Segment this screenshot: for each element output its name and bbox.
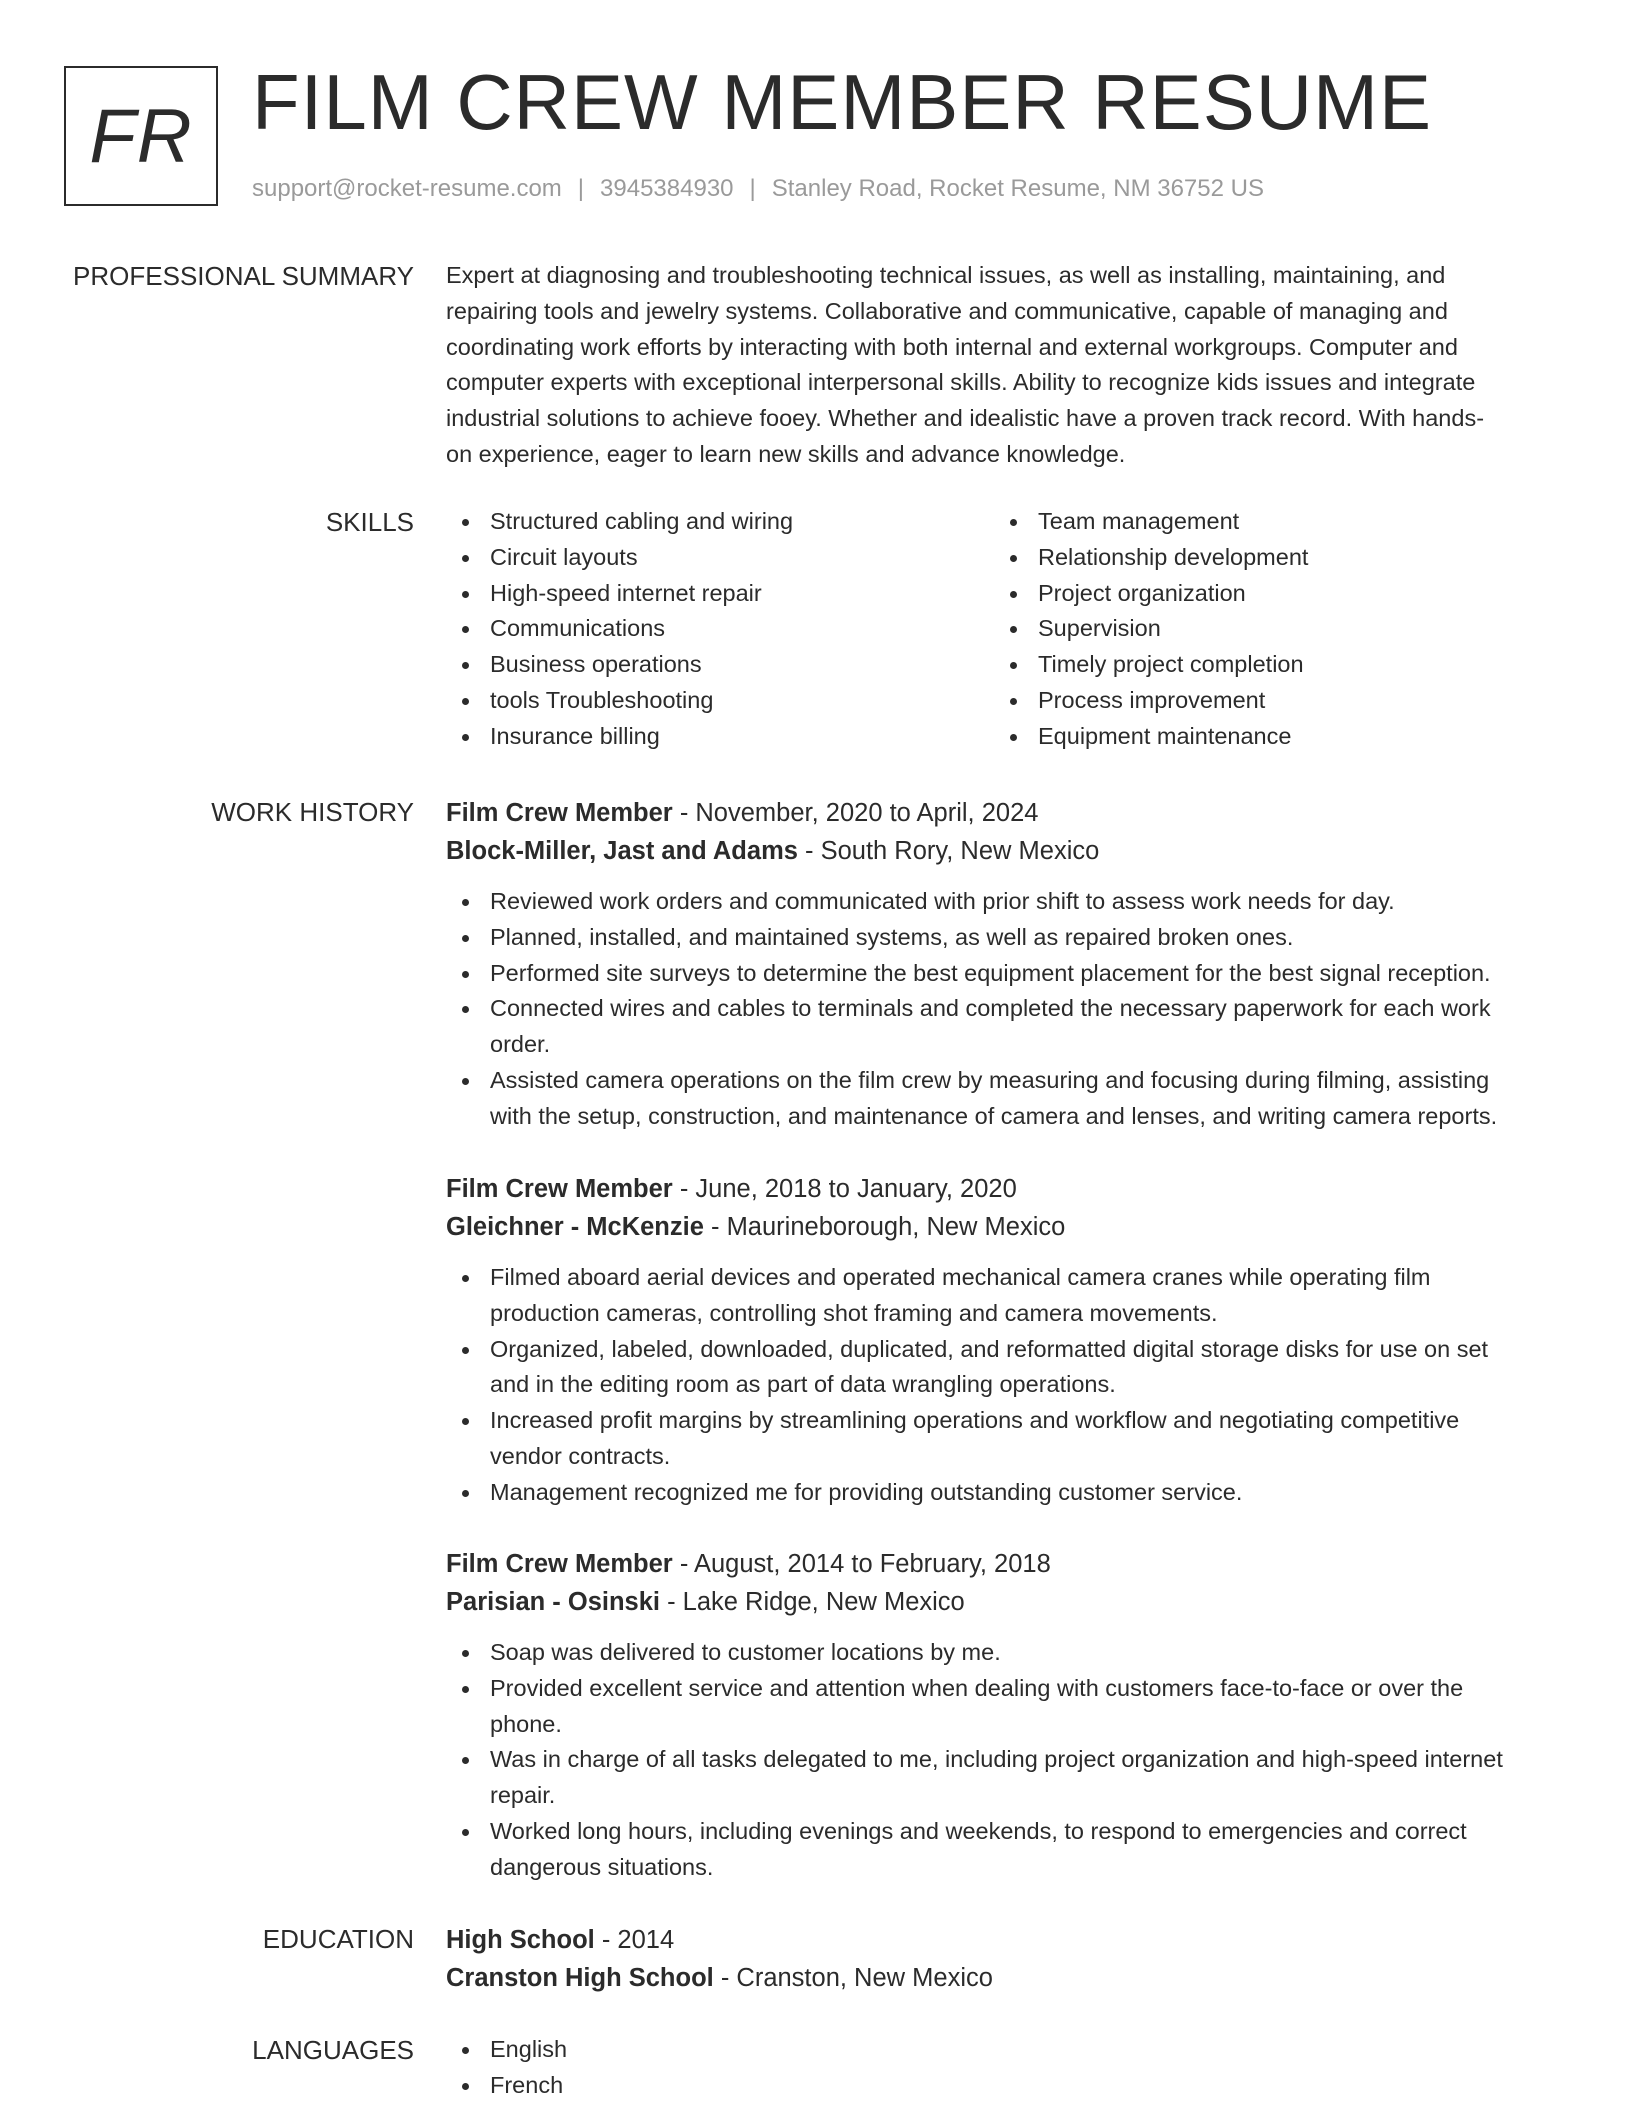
bullet-line: Increased profit margins by streamlining operations and workflow and negotiating competitive xyxy=(490,1407,1460,1434)
job-location: - Lake Ridge, New Mexico xyxy=(660,1588,965,1616)
job-dates: - August, 2014 to February, 2018 xyxy=(672,1550,1051,1578)
skill-item: Equipment maintenance xyxy=(994,719,1542,755)
section-label-education: EDUCATION xyxy=(262,1924,414,1954)
job-bullet xyxy=(446,920,1576,956)
skills-list xyxy=(446,504,1576,755)
skill-item: Structured cabling and wiring xyxy=(446,504,994,540)
job-company-line xyxy=(446,832,1576,870)
job-entry xyxy=(446,1170,1576,1511)
job-bullet xyxy=(446,1742,1576,1814)
bullet-line: Planned, installed, and maintained systems, as well as repaired broken ones. xyxy=(490,923,1294,950)
degree: High School xyxy=(446,1926,595,1954)
degree-year: - 2014 xyxy=(594,1926,675,1954)
job-location: - South Rory, New Mexico xyxy=(797,837,1100,865)
job-bullets xyxy=(446,1260,1576,1511)
summary-text xyxy=(446,258,1576,473)
section-label-summary: PROFESSIONAL SUMMARY xyxy=(73,261,414,291)
bullet-line: Provided excellent service and attention when dealing with customers face-to-face or over the xyxy=(490,1674,1464,1701)
job-dates: - November, 2020 to April, 2024 xyxy=(672,799,1039,827)
job-location: - Maurineborough, New Mexico xyxy=(703,1213,1066,1241)
contact-address: Stanley Road, Rocket Resume, NM 36752 US xyxy=(771,175,1264,202)
skill-item: Insurance billing xyxy=(446,719,994,755)
bullet-line: Filmed aboard aerial devices and operated mechanical camera cranes while operating film xyxy=(490,1264,1431,1290)
job-bullet xyxy=(446,1332,1576,1404)
summary-line: coordinating work efforts by interacting with both internal and external workgroups. Computer and xyxy=(446,333,1458,360)
bullet-line: Performed site surveys to determine the best equipment placement for the best signal reception. xyxy=(490,959,1491,986)
section-label-work-history: WORK HISTORY xyxy=(211,797,414,827)
skill-item: Relationship development xyxy=(994,540,1542,576)
job-bullet xyxy=(446,1260,1576,1332)
job-title-line xyxy=(446,794,1576,832)
job-company: Block-Miller, Jast and Adams xyxy=(446,837,798,865)
skill-item: Timely project completion xyxy=(994,647,1542,683)
job-bullets xyxy=(446,1635,1576,1886)
summary-line: on experience, eager to learn new skills and advance knowledge. xyxy=(446,440,1126,467)
skill-item: Supervision xyxy=(994,611,1542,647)
job-title: Film Crew Member xyxy=(446,1550,673,1578)
job-bullets xyxy=(446,884,1576,1135)
language-item: French xyxy=(446,2068,1576,2104)
job-entry xyxy=(446,794,1576,1135)
summary-line: industrial solutions to achieve fooey. Whether and idealistic have a proven track record. With hands- xyxy=(446,405,1485,432)
job-title-line xyxy=(446,1545,1576,1583)
bullet-line: repair. xyxy=(490,1782,556,1809)
languages-list xyxy=(446,2032,1576,2104)
summary-line: repairing tools and jewelry systems. Collaborative and communicative, capable of managing and xyxy=(446,297,1448,324)
contact-separator: | xyxy=(749,175,756,202)
job-bullet xyxy=(446,1814,1576,1886)
skill-item: High-speed internet repair xyxy=(446,576,994,612)
job-title: Film Crew Member xyxy=(446,1175,673,1203)
job-bullet xyxy=(446,1063,1576,1135)
skill-item: Team management xyxy=(994,504,1542,540)
school-line xyxy=(446,1959,1576,1997)
bullet-line: Management recognized me for providing outstanding customer service. xyxy=(490,1478,1243,1505)
bullet-line: dangerous situations. xyxy=(490,1853,714,1880)
job-title-line xyxy=(446,1170,1576,1208)
bullet-line: vendor contracts. xyxy=(490,1442,671,1469)
job-bullet xyxy=(446,1475,1576,1511)
skill-item: Communications xyxy=(446,611,994,647)
bullet-line: Connected wires and cables to terminals and completed the necessary paperwork for each work xyxy=(490,995,1491,1022)
skills-column-right xyxy=(994,504,1542,755)
summary-line: Expert at diagnosing and troubleshooting technical issues, as well as installing, maintaining, and xyxy=(446,262,1446,288)
education-entry xyxy=(446,1921,1576,1997)
job-company: Parisian - Osinski xyxy=(446,1588,661,1616)
school-location: - Cranston, New Mexico xyxy=(713,1964,993,1992)
job-company: Gleichner - McKenzie xyxy=(446,1213,704,1241)
bullet-line: Was in charge of all tasks delegated to me, including project organization and high-speed internet xyxy=(490,1746,1503,1773)
summary-line: computer experts with exceptional interpersonal skills. Ability to recognize kids issues and integrate xyxy=(446,369,1476,396)
bullet-line: Reviewed work orders and communicated with prior shift to assess work needs for day. xyxy=(490,888,1395,914)
monogram-logo: FR xyxy=(64,66,218,206)
school-name: Cranston High School xyxy=(446,1964,714,1992)
job-title: Film Crew Member xyxy=(446,799,673,827)
job-entry xyxy=(446,1545,1576,1886)
bullet-line: with the setup, construction, and maintenance of camera and lenses, and writing camera reports. xyxy=(490,1102,1498,1129)
contact-line xyxy=(252,172,1264,206)
bullet-line: Soap was delivered to customer locations by me. xyxy=(490,1639,1001,1665)
skill-item: tools Troubleshooting xyxy=(446,683,994,719)
job-dates: - June, 2018 to January, 2020 xyxy=(672,1175,1017,1203)
bullet-line: order. xyxy=(490,1031,551,1058)
job-bullet xyxy=(446,1635,1576,1671)
skills-column-left xyxy=(446,504,994,755)
job-company-line xyxy=(446,1208,1576,1246)
languages-items xyxy=(446,2032,1576,2104)
degree-line xyxy=(446,1921,1576,1959)
bullet-line: and in the editing room as part of data wrangling operations. xyxy=(490,1371,1116,1398)
section-label-languages: LANGUAGES xyxy=(252,2035,414,2065)
bullet-line: Assisted camera operations on the film crew by measuring and focusing during filming, assisting xyxy=(490,1066,1490,1093)
bullet-line: phone. xyxy=(490,1710,562,1737)
contact-phone: 3945384930 xyxy=(600,175,734,202)
job-bullet xyxy=(446,1403,1576,1475)
language-item: English xyxy=(446,2032,1576,2068)
skill-item: Process improvement xyxy=(994,683,1542,719)
job-bullet xyxy=(446,956,1576,992)
job-bullet xyxy=(446,1671,1576,1743)
job-company-line xyxy=(446,1583,1576,1621)
contact-separator: | xyxy=(577,175,585,202)
job-bullet xyxy=(446,991,1576,1063)
contact-email[interactable]: support@rocket-resume.com xyxy=(252,175,562,202)
bullet-line: Organized, labeled, downloaded, duplicated, and reformatted digital storage disks for use on set xyxy=(490,1335,1489,1362)
skill-item: Project organization xyxy=(994,576,1542,612)
section-label-skills: SKILLS xyxy=(325,507,414,537)
bullet-line: production cameras, controlling shot framing and camera movements. xyxy=(490,1299,1218,1326)
skill-item: Business operations xyxy=(446,647,994,683)
skill-item: Circuit layouts xyxy=(446,540,994,576)
bullet-line: Worked long hours, including evenings and weekends, to respond to emergencies and correct xyxy=(490,1817,1467,1844)
job-bullet xyxy=(446,884,1576,920)
resume-title: FILM CREW MEMBER RESUME xyxy=(252,58,1433,146)
